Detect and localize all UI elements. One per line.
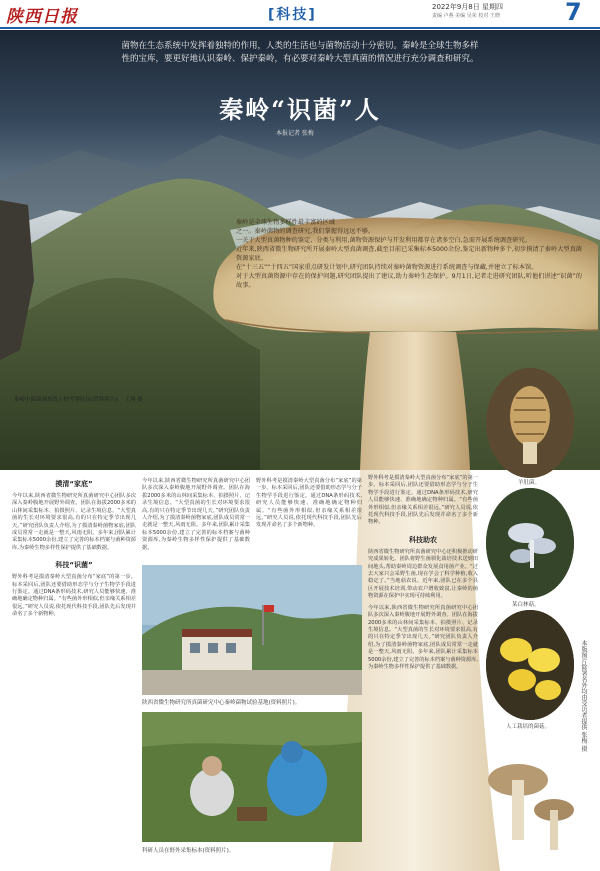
issue-date: 2022年9月8日 星期四 [432,3,503,11]
hero-caption: 秦岭中菌菌调查线上的考察队伍(资料照片)。 王翔 摄 [14,397,143,403]
lead-paragraph: 秦岭是全球生物多样性最丰富的区域 之一。秦岭菌物的调查研究,我们掌握得远远不够。 一关于大型真菌物种的鉴定、分类与利用,菌物资源保护与开发利用都存在诸多空白,急需开展系统调查研究。 近年来,陕西省微生物研究所开展秦岭大型真菌调查,截至目前已采集标本5000余份,鉴定出新物种多个,初步摸清了秦岭大型真菌资源家底。 在“十三五”“十四五”国家重点研发计划中,研究团队持续对秦岭菌物资源进行系统调查与保藏,并建立了标本馆。 对于大型真菌资源中存在的保护问题,研究团队提出了建议,助力秦岭生态保护。9月1日,记者走进研究团队,听他们讲述“识菌”的故事。 [236,219,582,289]
section-tag: [科技] [268,7,317,23]
hero-intro: 菌物在生态系统中发挥着独特的作用，人类的生活也与菌物活动十分密切。秦岭是全球生物多样性的宝库，要更好地认识秦岭、保护秦岭，有必要对秦岭大型真菌的情况进行充分调查和研究。 [121,41,479,64]
station-building-image [142,565,362,695]
yellow-mushroom-caption: 人工栽培的菌菇。 [506,724,551,730]
edition-credits: 责编 卢燕 美编 吴荣 校对 王晓 [432,13,500,19]
masthead [0,0,600,28]
station-photo [142,565,362,695]
white-mushroom-image [486,488,574,598]
article-title: 秦岭“识菌”人 [219,95,381,124]
morel-caption: 羊肚菌。 [518,480,541,486]
byline: 本报记者 张梅 [276,130,314,137]
section-2-body: 野外科考是摸清秦岭大型真菌分布“家底”的第一步。标本采回后,团队还要借助形态学与分子生物学手段进行鉴定。通过DNA条形码技术,研究人员能够快速、准确地确定物种归属。“有些菌外形相似,但亲缘关系相差很远。”研究人员说,依托现代科技手段,团队先后发现并命名了多个新物种。 [12,574,136,618]
white-mushroom-caption: 某白林菇。 [512,602,540,608]
column-3-text: 野外科考是摸清秦岭大型真菌分布“家底”的第一步。标本采回后,团队还要借助形态学与分子生物学手段进行鉴定。通过DNA条形码技术,研究人员能够快速、准确地确定物种归属。“有些菌外形相似,但亲缘关系相差很远。”研究人员说,依托现代科技手段,团队先后发现并命名了多个新物种。 [256,478,362,529]
subheading-3: 科技助农 [409,535,437,544]
page-number: 7 [565,0,582,26]
morel-photo [486,368,574,478]
field-survey-image [142,712,362,842]
section-1-body: 今年以来,陕西省微生物研究所真菌研究中心团队多次深入秦岭腹地开展野外调查。团队在海拔2000多米的山林间采集标本、拍摄照片、记录生境信息。“大型真菌的生长对环境要求很高,有的只在特定季节出现几天。”研究团队负责人介绍,为了摸清秦岭菌物家底,团队成员常常一走就是一整天,风雨无阻。多年来,团队累计采集标本5000余份,建立了完善的标本档案与菌种资源库,为秦岭生物多样性保护提供了基础数据。 [12,493,136,551]
field-photo-caption: 科研人员在野外采集标本(资料照片)。 [142,848,235,854]
yellow-mushroom-image [486,610,574,720]
station-photo-caption: 陕西省微生物研究所真菌研究中心秦岭菌物试验基地(资料照片)。 [142,700,301,706]
header-rule [0,27,600,29]
column-1 [12,475,136,619]
column-4-text: 野外科考是摸清秦岭大型真菌分布“家底”的第一步。标本采回后,团队还要借助形态学与分子生物学手段进行鉴定。通过DNA条形码技术,研究人员能够快速、准确地确定物种归属。“有些菌外形相似,但亲缘关系相差很远。”研究人员说,依托现代科技手段,团队先后发现并命名了多个新物种。 [368,475,478,526]
column-4-text-more: 今年以来,陕西省微生物研究所真菌研究中心团队多次深入秦岭腹地开展野外调查。团队在海拔2000多米的山林间采集标本、拍摄照片、记录生境信息。“大型真菌的生长对环境要求很高,有的只在特定季节出现几天。”研究团队负责人介绍,为了摸清秦岭菌物家底,团队成员常常一走就是一整天,风雨无阻。多年来,团队累计采集标本5000余份,建立了完善的标本档案与菌种资源库,为秦岭生物多样性保护提供了基础数据。 [368,604,478,670]
subheading-1: 摸清“家底” [55,480,93,488]
field-photo [142,712,362,842]
photo-credit: 本版图片除署名外均由受访者提供 张梅 摄 [580,640,587,752]
column-2-text: 今年以来,陕西省微生物研究所真菌研究中心团队多次深入秦岭腹地开展野外调查。团队在海拔2000多米的山林间采集标本、拍摄照片、记录生境信息。“大型真菌的生长对环境要求很高,有的只在特定季节出现几天。”研究团队负责人介绍,为了摸清秦岭菌物家底,团队成员常常一走就是一整天,风雨无阻。多年来,团队累计采集标本5000余份,建立了完善的标本档案与菌种资源库,为秦岭生物多样性保护提供了基础数据。 [142,478,250,551]
section-3-body: 陕西省微生物研究所真菌研究中心还积极推动研究成果转化。团队将野生菌驯化栽培技术送到田间地头,帮助秦岭周边群众发展食用菌产业。“过去大家只会采野生菌,现在学会了科学种植,收入稳定了。”当地菇农说。近年来,团队已在多个县区开展技术培训,带动农户增收致富,让秦岭的菌物资源在保护中实现可持续利用。 [368,548,478,600]
white-mushroom-photo [486,488,574,598]
column-4 [368,475,478,671]
subheading-2: 科技“识菌” [55,561,93,570]
mushroom-illustration [482,740,578,860]
newspaper-logo: 陕西日报 [6,7,78,27]
yellow-mushroom-photo [486,610,574,720]
morel-mushroom-image [486,368,574,478]
